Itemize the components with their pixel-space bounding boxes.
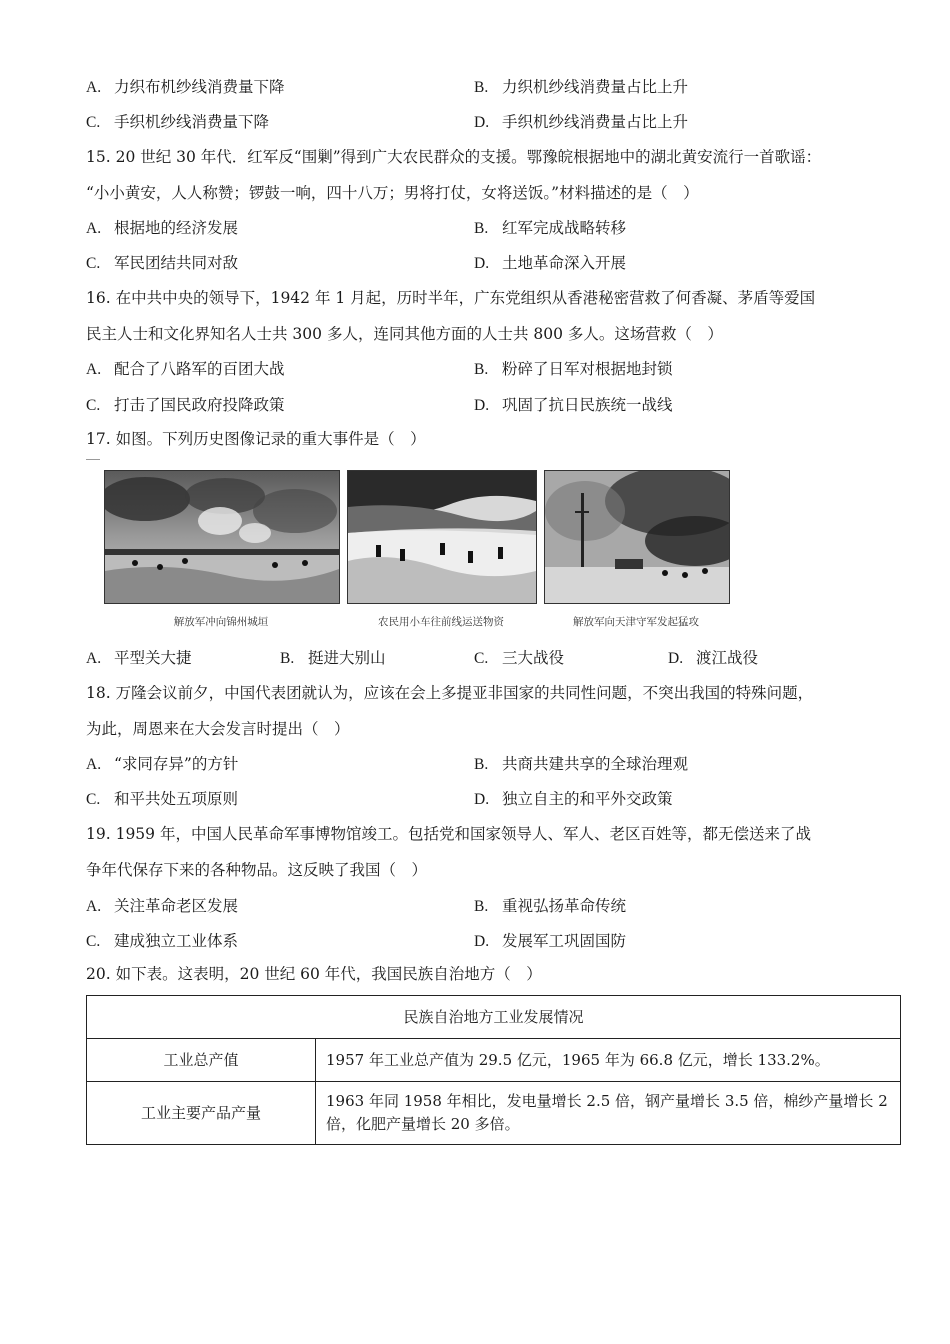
option-letter: B.	[474, 220, 489, 237]
q19-stem-line1: 19. 1959 年，中国人民革命军事博物馆竣工。包括党和国家领导人、军人、老区百姓等，都无偿送来了战	[86, 825, 811, 843]
option-text: 粉碎了日军对根据地封锁	[502, 360, 673, 378]
option-text: 配合了八路军的百团大战	[114, 360, 285, 378]
photo-tianjin-assault	[544, 470, 730, 604]
q18-stem-line2: 为此，周恩来在大会发言时提出（ ）	[86, 720, 350, 738]
table-row-content: 1963 年同 1958 年相比，发电量增长 2.5 倍，钢产量增长 3.5 倍，棉纱产量增长 2 倍，化肥产量增长 20 多倍。	[316, 1082, 901, 1145]
option-letter: D.	[474, 791, 490, 808]
q16-option-b	[474, 359, 673, 380]
q15-stem-line2: “小小黄安，人人称赞；锣鼓一响，四十八万；男将打仗，女将送饭。”材料描述的是（ ）	[86, 184, 699, 202]
photo-wheelbarrow-transport	[347, 470, 537, 604]
option-letter: C.	[86, 933, 101, 950]
option-text: 手织机纱线消费量下降	[114, 113, 270, 131]
table-row	[87, 1082, 901, 1145]
option-text: 和平共处五项原则	[114, 790, 239, 808]
q14-option-a	[86, 77, 285, 98]
photo-caption-1: 解放军冲向锦州城垣	[173, 616, 269, 628]
option-text: 关注革命老区发展	[114, 897, 239, 915]
option-letter: D.	[474, 933, 490, 950]
q18-option-b	[474, 754, 688, 775]
option-text: 力织布机纱线消费量下降	[114, 78, 285, 96]
photo-wheelbarrow-image	[348, 471, 536, 603]
photo-jinzhou-assault	[104, 470, 340, 604]
option-letter: A.	[86, 361, 102, 378]
option-letter: A.	[86, 898, 102, 915]
q14-option-c	[86, 112, 269, 133]
option-letter: A.	[86, 756, 102, 773]
option-letter: C.	[474, 650, 489, 667]
option-letter: D.	[474, 255, 490, 272]
option-text: 红军完成战略转移	[502, 219, 627, 237]
q19-stem-line2: 争年代保存下来的各种物品。这反映了我国（ ）	[86, 861, 428, 879]
option-letter: D.	[474, 397, 490, 414]
q17-option-d	[668, 648, 758, 669]
option-text: 发展军工巩固国防	[502, 932, 627, 950]
option-text: 军民团结共同对敌	[114, 254, 239, 272]
q15-option-d	[474, 253, 626, 274]
q17-option-c	[474, 648, 564, 669]
option-text: “求同存异”的方针	[114, 755, 239, 773]
q16-stem-line1: 16. 在中共中央的领导下，1942 年 1 月起，历时半年，广东党组织从香港秘密营救了何香凝、茅盾等爱国	[86, 289, 816, 307]
q19-option-a	[86, 896, 238, 917]
option-text: 挺进大别山	[308, 649, 386, 667]
option-letter: C.	[86, 114, 101, 131]
option-letter: B.	[474, 361, 489, 378]
photo-jinzhou-image	[105, 471, 339, 603]
q19-option-d	[474, 931, 626, 952]
q15-option-c	[86, 253, 238, 274]
option-letter: B.	[474, 898, 489, 915]
industry-table	[86, 995, 901, 1145]
table-row-label: 工业总产值	[87, 1039, 316, 1082]
option-text: 巩固了抗日民族统一战线	[502, 396, 673, 414]
q16-option-d	[474, 395, 673, 416]
q18-stem-line1: 18. 万隆会议前夕，中国代表团就认为，应该在会上多提亚非国家的共同性问题，不突出我国的特殊问题，	[86, 684, 814, 702]
q16-option-c	[86, 395, 285, 416]
option-letter: A.	[86, 79, 102, 96]
photo-caption-3: 解放军向天津守军发起猛攻	[573, 616, 699, 628]
q18-option-a	[86, 754, 238, 775]
option-text: 共商共建共享的全球治理观	[502, 755, 689, 773]
photo-caption-2: 农民用小车往前线运送物资	[378, 616, 504, 628]
option-letter: B.	[474, 756, 489, 773]
option-text: 独立自主的和平外交政策	[502, 790, 673, 808]
table-row	[87, 1039, 901, 1082]
q15-option-b	[474, 218, 626, 239]
q16-stem-line2: 民主人士和文化界知名人士共 300 多人，连同其他方面的人士共 800 多人。这场营救（ ）	[86, 325, 723, 343]
option-letter: D.	[668, 650, 684, 667]
option-text: 手织机纱线消费量占比上升	[502, 113, 689, 131]
table-row-label: 工业主要产品产量	[87, 1082, 316, 1145]
option-text: 三大战役	[502, 649, 565, 667]
option-text: 土地革命深入开展	[502, 254, 627, 272]
option-letter: A.	[86, 650, 102, 667]
option-text: 打击了国民政府投降政策	[114, 396, 285, 414]
option-text: 建成独立工业体系	[114, 932, 239, 950]
q16-option-a	[86, 359, 285, 380]
q19-option-c	[86, 931, 238, 952]
option-letter: C.	[86, 255, 101, 272]
q18-option-c	[86, 789, 238, 810]
option-letter: D.	[474, 114, 490, 131]
option-text: 平型关大捷	[114, 649, 192, 667]
option-text: 渡江战役	[696, 649, 759, 667]
q19-option-b	[474, 896, 626, 917]
q20-stem: 20. 如下表。这表明，20 世纪 60 年代，我国民族自治地方（ ）	[86, 965, 542, 983]
option-letter: C.	[86, 397, 101, 414]
q17-stem: 17. 如图。下列历史图像记录的重大事件是（ ）	[86, 430, 426, 448]
option-text: 力织机纱线消费量占比上升	[502, 78, 689, 96]
option-text: 根据地的经济发展	[114, 219, 239, 237]
option-letter: A.	[86, 220, 102, 237]
option-text: 重视弘扬革命传统	[502, 897, 627, 915]
table-row-content: 1957 年工业总产值为 29.5 亿元，1965 年为 66.8 亿元，增长 133.2%。	[316, 1039, 901, 1082]
option-letter: C.	[86, 791, 101, 808]
q17-option-b	[280, 648, 386, 669]
scan-mark	[86, 459, 100, 460]
q17-option-a	[86, 648, 192, 669]
photo-tianjin-image	[545, 471, 729, 603]
table-title-row	[87, 996, 901, 1039]
q14-option-b	[474, 77, 688, 98]
option-letter: B.	[280, 650, 295, 667]
q15-option-a	[86, 218, 238, 239]
q15-stem-line1: 15. 20 世纪 30 年代．红军反“围剿”得到广大农民群众的支援。鄂豫皖根据地中的湖北黄安流行一首歌谣：	[86, 148, 822, 166]
q14-option-d	[474, 112, 688, 133]
option-letter: B.	[474, 79, 489, 96]
q18-option-d	[474, 789, 673, 810]
table-title: 民族自治地方工业发展情况	[87, 996, 901, 1039]
historical-photos	[104, 470, 728, 632]
